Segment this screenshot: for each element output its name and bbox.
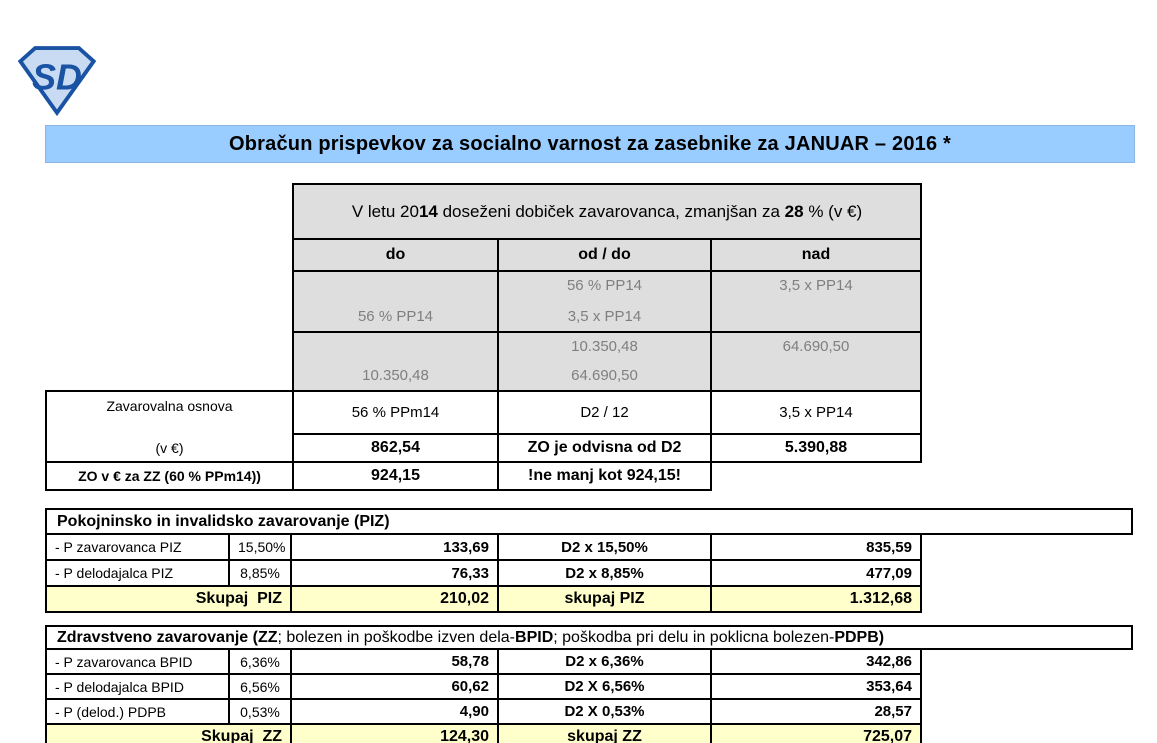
zz-row-rate: 0,53% bbox=[229, 699, 291, 724]
zz-row-value: 4,90 bbox=[291, 699, 498, 724]
threshold-row-formula bbox=[293, 271, 921, 332]
piz-row-rate: 8,85% bbox=[229, 560, 291, 586]
threshold-row-amounts bbox=[293, 332, 921, 391]
zz-total-row bbox=[46, 724, 921, 743]
piz-row-value2: 835,59 bbox=[711, 534, 921, 560]
zz-total-formula: skupaj ZZ bbox=[498, 724, 711, 743]
threshold-cell-text: 56 % PP14 bbox=[566, 277, 643, 294]
table-row bbox=[46, 534, 921, 560]
piz-row-formula: D2 x 8,85% bbox=[498, 560, 711, 586]
piz-section-header: Pokojninsko in invalidsko zavarovanje (PIZ) bbox=[45, 508, 1133, 535]
zz-total-value: 124,30 bbox=[291, 724, 498, 743]
piz-total-label: Skupaj PIZ bbox=[46, 586, 291, 612]
piz-total-value: 210,02 bbox=[291, 586, 498, 612]
piz-total-value2: 1.312,68 bbox=[711, 586, 921, 612]
piz-row-value: 76,33 bbox=[291, 560, 498, 586]
zz-row-formula: D2 X 6,56% bbox=[498, 674, 711, 699]
threshold-cell-text: 56 % PP14 bbox=[357, 308, 434, 325]
insurance-base-table bbox=[45, 390, 922, 491]
table-row bbox=[46, 560, 921, 586]
zz-row-formula: D2 X 0,53% bbox=[498, 699, 711, 724]
zz-row-label: - P zavarovanca BPID bbox=[46, 649, 229, 674]
zz-row-value2: 28,57 bbox=[711, 699, 921, 724]
table-row bbox=[46, 649, 921, 674]
zz-row-label: - P delodajalca BPID bbox=[46, 674, 229, 699]
threshold-cell-amount: 64.690,50 bbox=[782, 338, 850, 355]
sd-shield-logo-icon bbox=[18, 44, 96, 116]
zo-row-note: !ne manj kot 924,15! bbox=[498, 462, 711, 490]
base-formula-do: 56 % PPm14 bbox=[293, 391, 498, 434]
zz-section-header: Zdravstveno zavarovanje (ZZ ; bolezen in poškodbe izven dela- BPID ; poškodba pri delu in poklicna bolezen- PDPB) bbox=[45, 625, 1133, 650]
column-header-do: do bbox=[293, 239, 498, 271]
base-value-do: 862,54 bbox=[293, 434, 498, 462]
insurance-base-label: Zavarovalna osnova bbox=[106, 397, 233, 414]
page-title: Obračun prispevkov za socialno varnost za zasebnike za JANUAR – 2016 * bbox=[228, 132, 952, 155]
base-value-od-do: ZO je odvisna od D2 bbox=[498, 434, 711, 462]
page-title-bar bbox=[45, 125, 1135, 163]
profit-threshold-table bbox=[292, 183, 922, 392]
piz-row-label: - P delodajalca PIZ bbox=[46, 560, 229, 586]
piz-total-row bbox=[46, 586, 921, 612]
zz-total-label: Skupaj ZZ bbox=[46, 724, 291, 743]
threshold-cell-amount: 10.350,48 bbox=[362, 367, 429, 384]
zz-row-formula: D2 x 6,36% bbox=[498, 649, 711, 674]
zz-total-value2: 725,07 bbox=[711, 724, 921, 743]
piz-total-formula: skupaj PIZ bbox=[498, 586, 711, 612]
insurance-base-label-cell bbox=[46, 391, 293, 462]
zz-row-label: - P (delod.) PDPB bbox=[46, 699, 229, 724]
zz-row-value2: 353,64 bbox=[711, 674, 921, 699]
piz-row-label: - P zavarovanca PIZ bbox=[46, 534, 229, 560]
zo-row-value: 924,15 bbox=[293, 462, 498, 490]
zo-row-label: ZO v € za ZZ (60 % PPm14)) bbox=[46, 462, 293, 490]
base-formula-od-do: D2 / 12 bbox=[498, 391, 711, 434]
column-header-od-do: od / do bbox=[498, 239, 711, 271]
piz-row-formula: D2 x 15,50% bbox=[498, 534, 711, 560]
table-row bbox=[46, 699, 921, 724]
empty-cell bbox=[711, 462, 921, 490]
table-row bbox=[46, 674, 921, 699]
base-value-nad: 5.390,88 bbox=[711, 434, 921, 462]
zz-row-value: 58,78 bbox=[291, 649, 498, 674]
column-header-nad: nad bbox=[711, 239, 921, 271]
threshold-cell-amount: 10.350,48 bbox=[571, 338, 638, 355]
logo-letters: SD bbox=[32, 57, 82, 98]
threshold-cell-text: 3,5 x PP14 bbox=[567, 308, 642, 325]
zz-row-rate: 6,36% bbox=[229, 649, 291, 674]
piz-table bbox=[45, 533, 922, 613]
piz-row-value: 133,69 bbox=[291, 534, 498, 560]
zz-row-value: 60,62 bbox=[291, 674, 498, 699]
zz-row-value2: 342,86 bbox=[711, 649, 921, 674]
threshold-cell-amount: 64.690,50 bbox=[571, 367, 638, 384]
zz-table bbox=[45, 648, 922, 743]
threshold-table-title: V letu 2014 doseženi dobiček zavarovanca, zmanjšan za 28 % (v €) bbox=[293, 184, 921, 239]
base-formula-nad: 3,5 x PP14 bbox=[711, 391, 921, 434]
insurance-base-unit: (v €) bbox=[155, 439, 184, 456]
zz-row-rate: 6,56% bbox=[229, 674, 291, 699]
piz-row-value2: 477,09 bbox=[711, 560, 921, 586]
piz-row-rate: 15,50% bbox=[229, 534, 291, 560]
threshold-cell-text: 3,5 x PP14 bbox=[779, 277, 853, 294]
